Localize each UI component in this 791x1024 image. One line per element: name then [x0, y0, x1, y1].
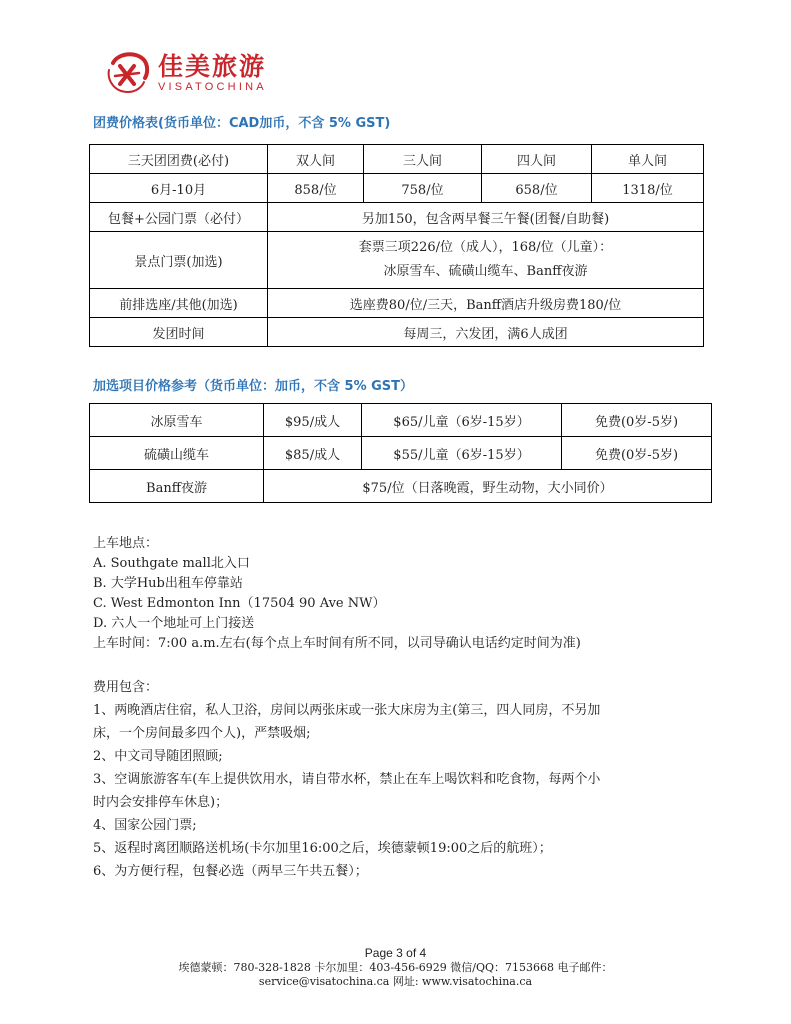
addon-price-table-title: 加选项目价格参考（货币单位：加币，不含 5% GST）: [93, 379, 414, 394]
table-cell: 免费(0岁-5岁): [562, 404, 712, 437]
table-cell: 三人间: [364, 145, 482, 174]
list-item: 6、为方便行程，包餐必选（两早三午共五餐）；: [93, 864, 368, 879]
table-cell: 前排选座/其他(加选): [90, 289, 268, 318]
table-cell: $75/位（日落晚霞，野生动物，大小同价）: [264, 470, 712, 503]
table-cell: $95/成人: [264, 404, 362, 437]
table-cell: 858/位: [268, 174, 364, 203]
table-row: [90, 318, 704, 347]
table-row: [90, 145, 704, 174]
list-item: 床，一个房间最多四个人)，严禁吸烟;: [93, 726, 311, 741]
table-cell: 四人间: [482, 145, 592, 174]
table-row: [90, 203, 704, 232]
logo-chinese-name: 佳美旅游: [158, 52, 267, 81]
included-heading: 费用包含：: [93, 680, 159, 695]
addon-price-table: [89, 403, 712, 503]
table-cell: 三天团团费(必付): [90, 145, 268, 174]
company-logo: [104, 50, 267, 96]
table-cell: 双人间: [268, 145, 364, 174]
table-row: [90, 470, 712, 503]
list-item: C. West Edmonton Inn（17504 90 Ave NW）: [93, 596, 386, 611]
list-item: B. 大学Hub出租车停靠站: [93, 576, 243, 591]
list-item: 2、中文司导随团照顾;: [93, 749, 223, 764]
table-cell: 每周三，六发团，满6人成团: [268, 318, 704, 347]
table-cell: [268, 232, 704, 289]
logo-english-name: VISATOCHINA: [158, 81, 267, 93]
table-row: [90, 232, 704, 289]
pickup-time: 上车时间：7:00 a.m.左右(每个点上车时间有所不同，以司导确认电话约定时间为准): [93, 636, 581, 651]
table-cell: 选座费80/位/三天，Banff酒店升级房费180/位: [268, 289, 704, 318]
list-item: 4、国家公园门票;: [93, 818, 197, 833]
table-cell: 冰原雪车: [90, 404, 264, 437]
tour-price-table: [89, 144, 704, 347]
table-cell: 另加150，包含两早餐三午餐(团餐/自助餐): [268, 203, 704, 232]
table-cell: $55/儿童（6岁-15岁）: [362, 437, 562, 470]
cell-line: 冰原雪车、硫磺山缆车、Banff夜游: [383, 264, 588, 279]
list-item: 1、两晚酒店住宿，私人卫浴，房间以两张床或一张大床房为主(第三，四人同房，不另加: [93, 703, 601, 718]
pickup-heading: 上车地点：: [93, 536, 159, 551]
included-section: [93, 676, 600, 883]
logo-mark-icon: [104, 50, 150, 96]
table-row: [90, 404, 712, 437]
table-cell: Banff夜游: [90, 470, 264, 503]
list-item: A. Southgate mall北入口: [93, 556, 250, 571]
page-number: Page 3 of 4: [364, 946, 427, 960]
list-item: 时内会安排停车休息)；: [93, 795, 229, 810]
table-cell: $85/成人: [264, 437, 362, 470]
table-cell: 单人间: [592, 145, 704, 174]
footer-contact-line: 埃德蒙顿：780-328-1828 卡尔加里：403-456-6929 微信/QQ：7153668 电子邮件：: [178, 961, 613, 974]
list-item: 5、返程时离团顺路送机场(卡尔加里16:00之后，埃德蒙顿19:00之后的航班）；: [93, 841, 552, 856]
table-row: [90, 289, 704, 318]
table-cell: 发团时间: [90, 318, 268, 347]
cell-line: 套票三项226/位（成人），168/位（儿童）：: [358, 240, 613, 255]
table-cell: 1318/位: [592, 174, 704, 203]
table-cell: $65/儿童（6岁-15岁）: [362, 404, 562, 437]
table-cell: 包餐+公园门票（必付）: [90, 203, 268, 232]
table-cell: 6月-10月: [90, 174, 268, 203]
tour-price-table-title: 团费价格表(货币单位：CAD加币，不含 5% GST): [93, 116, 391, 131]
table-cell: 免费(0岁-5岁): [562, 437, 712, 470]
list-item: D. 六人一个地址可上门接送: [93, 616, 255, 631]
footer-web-line: service@visatochina.ca 网址: www.visatochina.ca: [258, 975, 533, 988]
table-row: [90, 437, 712, 470]
pickup-section: [93, 534, 581, 654]
table-cell: 658/位: [482, 174, 592, 203]
table-cell: 758/位: [364, 174, 482, 203]
list-item: 3、空调旅游客车(车上提供饮用水，请自带水杯，禁止在车上喝饮料和吃食物，每两个小: [93, 772, 601, 787]
table-cell: 硫磺山缆车: [90, 437, 264, 470]
table-cell: 景点门票(加选): [90, 232, 268, 289]
table-row: [90, 174, 704, 203]
